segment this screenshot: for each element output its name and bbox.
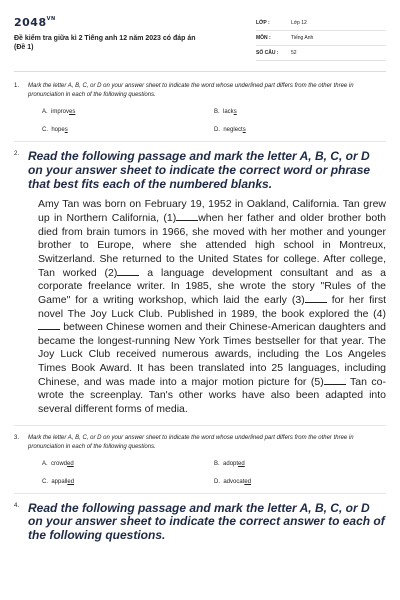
answer-options: [42, 461, 386, 485]
question-2: [14, 150, 386, 417]
header-divider: [14, 71, 386, 72]
option-b[interactable]: B. lacks: [214, 109, 237, 115]
option-d[interactable]: D. advocated: [214, 478, 252, 485]
blank-4: [38, 321, 60, 330]
question-number: 1.: [14, 83, 20, 89]
question-3: [14, 434, 386, 485]
option-b[interactable]: B. adopted: [214, 460, 245, 467]
blank-1: [176, 212, 198, 221]
header: [14, 0, 386, 61]
answer-options: [42, 109, 386, 133]
blank-5: [324, 376, 346, 385]
question-separator: [14, 425, 386, 426]
option-a[interactable]: A. crowded: [42, 460, 74, 467]
reading-passage: Amy Tan was born on February 19, 1952 in Oakland, California. Tan grew up in Northern California, (1) when her father and older brother both died from brain tumors in 1966, she moved with her mother and younger brother to Europe, where she attended high school in Montreux, Switzerland. She returned to the United States for college. After college, Tan worked (2) a language development consultant and as a corporate freelance writer. In 1985, she wrote the story "Rules of the Game" for a writing workshop, which laid the early (3) for her first novel The Joy Luck Club. Published in 1989, the book explored the (4) between Chinese women and their Chinese-American daughters and became the longest-running New York Times bestseller for that year. The Joy Luck Club received numerous awards, including the Los Angeles Times Book Award. It has been translated into 25 languages, including Chinese, and was made into a major motion picture for (5) Tan co-wrote the screenplay. Tan's other works have also been adapted into several different forms of media.: [38, 198, 387, 415]
site-logo[interactable]: $2048^{VN}$: [14, 16, 56, 29]
meta-row-count: SỐ CÂU : 52: [256, 46, 386, 61]
document-title: Đề kiểm tra giữa kì 2 Tiếng anh 12 năm 2023 có đáp án (Đề 1): [14, 35, 196, 51]
option-c[interactable]: C. hopes: [42, 127, 68, 133]
option-a[interactable]: A. improves: [42, 109, 76, 115]
question-instruction: Read the following passage and mark the letter A, B, C, or D on your answer sheet to indicate the correct answer to each of the following questions.: [28, 500, 385, 543]
question-separator: [14, 493, 386, 494]
question-4: [14, 502, 386, 543]
blank-2: [117, 267, 139, 276]
question-1: [14, 82, 386, 133]
blank-3: [305, 294, 327, 303]
question-number: 3.: [14, 434, 20, 441]
meta-table: [256, 16, 386, 61]
question-number: 2.: [14, 151, 20, 157]
brand-block: [14, 16, 244, 61]
question-separator: [14, 141, 386, 142]
meta-row-subject: MÔN : Tiếng Anh: [256, 31, 386, 46]
meta-row-class: LỚP : Lớp 12: [256, 16, 386, 31]
question-instruction: Read the following passage and mark the letter A, B, C, or D on your answer sheet to indicate the correct word or phrase that best fits each of the numbered blanks.: [28, 149, 371, 191]
question-number: 4.: [14, 502, 20, 509]
question-instruction: Mark the letter A, B, C, or D on your answer sheet to indicate the word whose underlined part differs from the other three in pronunciation in each of the following questions.: [28, 83, 354, 98]
option-c[interactable]: C. appalled: [42, 478, 75, 485]
option-d[interactable]: D. neglects: [214, 127, 246, 133]
question-instruction: Mark the letter A, B, C, or D on your answer sheet to indicate the word whose underlined part differs from the other three in pronunciation in each of the following questions.: [28, 434, 354, 450]
